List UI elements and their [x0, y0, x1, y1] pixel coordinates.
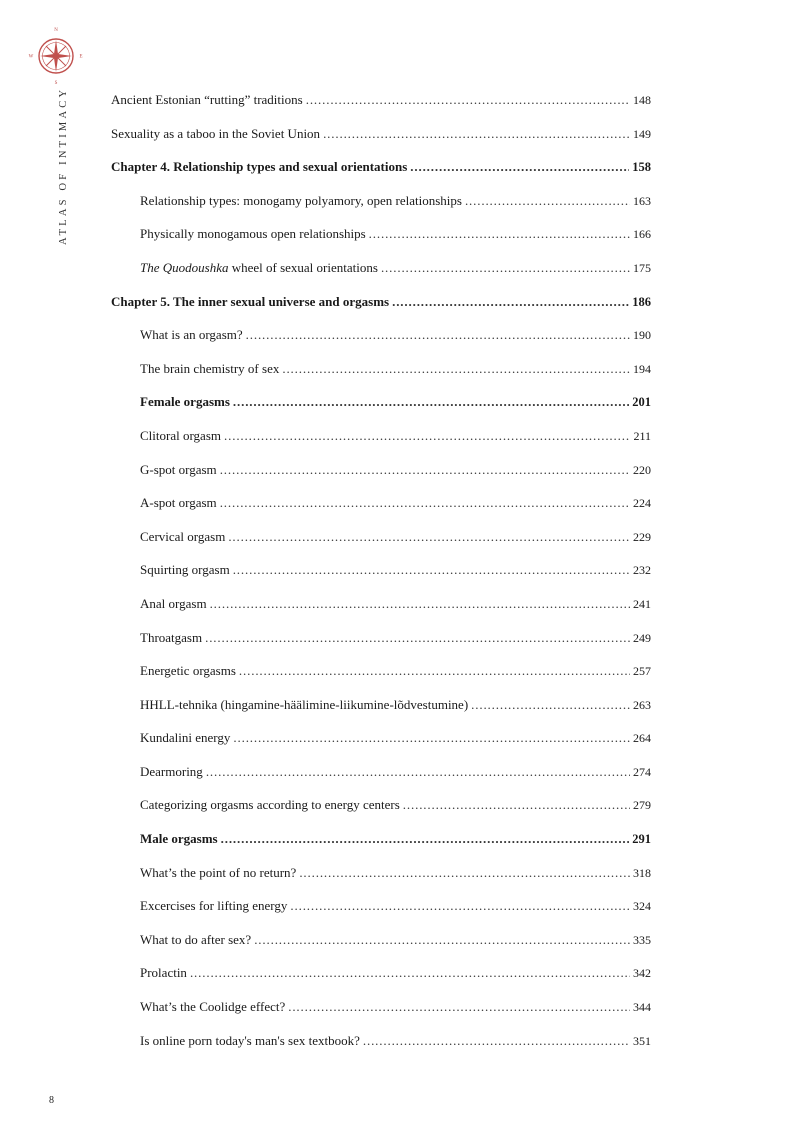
- dot-leader: [306, 88, 630, 112]
- toc-entry-title: Throatgasm: [140, 629, 203, 645]
- dot-leader: [233, 558, 630, 582]
- toc-entry-page-number: 148: [633, 93, 651, 107]
- toc-entry-page-number: 220: [633, 462, 651, 477]
- dot-leader: [465, 189, 630, 213]
- toc-entry-title: Physically monogamous open relationships: [140, 226, 366, 242]
- toc-entry[interactable]: [111, 323, 651, 357]
- toc-entry-page-number: 324: [633, 899, 651, 914]
- toc-entry-title-rest: wheel of sexual orientations: [228, 259, 378, 275]
- dot-leader: [228, 525, 630, 549]
- page-number: 8: [49, 1095, 54, 1106]
- toc-entry[interactable]: [111, 995, 651, 1029]
- dot-leader: [220, 491, 630, 515]
- toc-entry-title: Clitoral orgasm: [140, 427, 222, 443]
- compass-east-label: E: [79, 54, 83, 60]
- toc-entry-page-number: 318: [633, 865, 651, 880]
- toc-entry-page-number: 229: [633, 529, 651, 544]
- toc-entry-title: Chapter 5. The inner sexual universe and orgasms: [111, 293, 390, 309]
- toc-entry[interactable]: [111, 122, 651, 156]
- dot-leader: [221, 827, 630, 851]
- toc-entry[interactable]: [111, 928, 651, 962]
- toc-entry[interactable]: [111, 357, 651, 391]
- toc-entry-page-number: 344: [633, 1000, 651, 1015]
- toc-entry-title: Anal orgasm: [140, 595, 207, 611]
- toc-entry-title: What’s the Coolidge effect?: [140, 999, 286, 1015]
- toc-entry-title: A-spot orgasm: [140, 495, 217, 511]
- toc-entry[interactable]: [111, 793, 651, 827]
- toc-entry-title: Prolactin: [140, 965, 187, 981]
- toc-entry-title: Male orgasms: [140, 831, 218, 847]
- toc-entry-title: G-spot orgasm: [140, 461, 217, 477]
- toc-entry-title: Excercises for lifting energy: [140, 898, 288, 914]
- dot-leader: [410, 155, 629, 179]
- toc-entry-page-number: 190: [633, 328, 651, 343]
- dot-leader: [254, 928, 630, 952]
- toc-entry[interactable]: [111, 290, 651, 324]
- toc-entry[interactable]: [111, 222, 651, 256]
- dot-leader: [299, 861, 630, 885]
- toc-entry-page-number: 249: [633, 630, 651, 645]
- dot-leader: [190, 961, 630, 985]
- toc-entry-title: [140, 256, 378, 280]
- dot-leader: [290, 894, 630, 918]
- dot-leader: [205, 626, 630, 650]
- toc-entry[interactable]: [111, 1029, 651, 1063]
- toc-entry-title: Ancient Estonian “rutting” traditions: [111, 92, 303, 107]
- toc-entry-page-number: 166: [633, 227, 651, 242]
- toc-entry[interactable]: [111, 827, 651, 861]
- toc-entry[interactable]: [111, 189, 651, 223]
- toc-entry-page-number: 201: [632, 395, 651, 410]
- toc-entry-page-number: 263: [633, 697, 651, 712]
- compass-rose-logo: [26, 26, 86, 86]
- toc-entry-title: HHLL-tehnika (hingamine-häälimine-liikumine-lõdvestumine): [140, 696, 469, 712]
- toc-entry[interactable]: [111, 961, 651, 995]
- toc-entry-page-number: 163: [633, 193, 651, 208]
- toc-entry[interactable]: [111, 458, 651, 492]
- dot-leader: [206, 760, 630, 784]
- toc-entry-title-italic: The Quodoushka: [140, 259, 229, 275]
- toc-entry[interactable]: [111, 693, 651, 727]
- dot-leader: [233, 390, 629, 414]
- toc-entry[interactable]: [111, 390, 651, 424]
- dot-leader: [233, 726, 630, 750]
- toc-entry-title: What’s the point of no return?: [140, 864, 297, 880]
- toc-entry-title: Is online porn today's man's sex textbook?: [140, 1032, 360, 1048]
- toc-entry-page-number: 211: [633, 428, 651, 443]
- toc-entry-title: Relationship types: monogamy polyamory, open relationships: [140, 192, 462, 208]
- toc-entry[interactable]: [111, 558, 651, 592]
- toc-entry-page-number: 175: [633, 260, 651, 275]
- toc-entry[interactable]: [111, 491, 651, 525]
- toc-entry[interactable]: [111, 256, 651, 290]
- toc-entry-page-number: 186: [632, 294, 651, 309]
- dot-leader: [210, 592, 630, 616]
- dot-leader: [239, 659, 630, 683]
- toc-entry[interactable]: [111, 726, 651, 760]
- toc-entry[interactable]: [111, 155, 651, 189]
- toc-entry-page-number: 224: [633, 496, 651, 511]
- toc-entry-title: Dearmoring: [140, 763, 203, 779]
- toc-entry-page-number: 194: [633, 361, 651, 376]
- toc-entry-page-number: 291: [632, 832, 651, 847]
- toc-entry-page-number: 257: [633, 664, 651, 679]
- dot-leader: [323, 122, 630, 146]
- toc-entry-title: What is an orgasm?: [140, 327, 243, 343]
- toc-entry[interactable]: [111, 592, 651, 626]
- compass-south-label: S: [54, 81, 58, 86]
- toc-entry[interactable]: [111, 861, 651, 895]
- toc-entry-page-number: 274: [633, 764, 651, 779]
- dot-leader: [224, 424, 630, 448]
- toc-entry-page-number: 158: [632, 160, 651, 175]
- toc-entry-page-number: 342: [633, 966, 651, 981]
- toc-entry-title: Chapter 4. Relationship types and sexual orientations: [111, 159, 408, 175]
- running-head: ATLAS OF INTIMACY: [58, 86, 69, 245]
- dot-leader: [288, 995, 630, 1019]
- toc-entry-title: What to do after sex?: [140, 931, 252, 947]
- toc-entry-title: Kundalini energy: [140, 730, 231, 746]
- dot-leader: [392, 290, 629, 314]
- toc-entry[interactable]: [111, 626, 651, 660]
- toc-entry-title: Categorizing orgasms according to energy centers: [140, 797, 400, 813]
- dot-leader: [369, 222, 630, 246]
- toc-entry-title: The brain chemistry of sex: [140, 360, 280, 376]
- toc-entry-title: Squirting orgasm: [140, 562, 230, 578]
- dot-leader: [471, 693, 630, 717]
- dot-leader: [403, 793, 630, 817]
- toc-entry-page-number: 241: [633, 596, 651, 611]
- dot-leader: [381, 256, 630, 280]
- dot-leader: [363, 1029, 630, 1053]
- toc-entry-title: Female orgasms: [140, 394, 230, 410]
- toc-entry-title: Sexuality as a taboo in the Soviet Union: [111, 125, 321, 141]
- dot-leader: [282, 357, 630, 381]
- toc-entry[interactable]: [111, 424, 651, 458]
- toc-entry-page-number: 264: [633, 731, 651, 746]
- toc-entry[interactable]: [111, 659, 651, 693]
- toc-entry-title: Cervical orgasm: [140, 528, 226, 544]
- toc-entry-page-number: 149: [633, 126, 651, 141]
- table-of-contents: [111, 88, 651, 1062]
- toc-entry-title: Energetic orgasms: [140, 663, 236, 679]
- compass-north-label: N: [54, 28, 58, 33]
- toc-entry-page-number: 279: [633, 798, 651, 813]
- toc-entry[interactable]: [111, 525, 651, 559]
- dot-leader: [220, 458, 630, 482]
- toc-entry-page-number: 232: [633, 563, 651, 578]
- toc-entry[interactable]: [111, 760, 651, 794]
- toc-entry[interactable]: [111, 894, 651, 928]
- toc-entry-page-number: 351: [633, 1033, 651, 1048]
- dot-leader: [246, 323, 630, 347]
- toc-entry-page-number: 335: [633, 932, 651, 947]
- compass-west-label: W: [28, 54, 34, 60]
- toc-entry[interactable]: [111, 88, 651, 122]
